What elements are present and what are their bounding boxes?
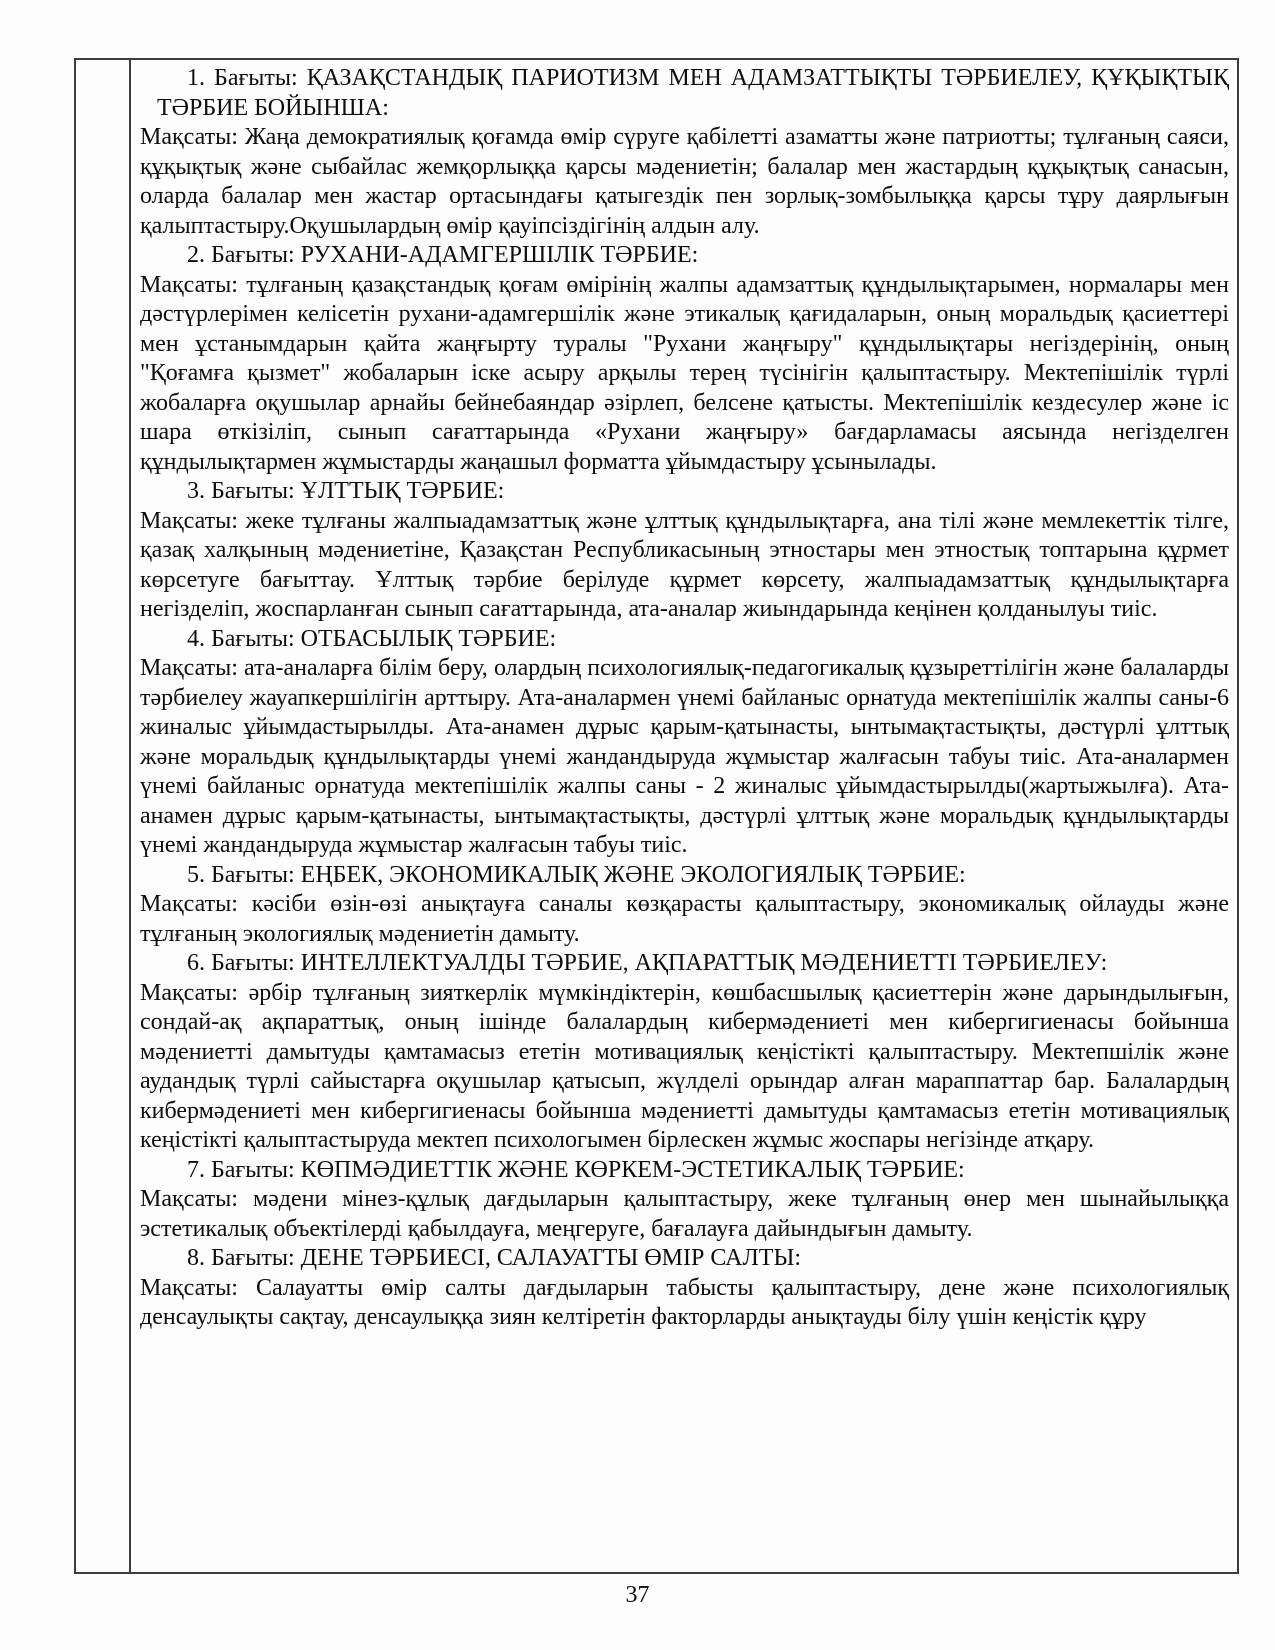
row-number-cell [76, 60, 131, 1572]
section-3-heading: 3. Бағыты: ҰЛТТЫҚ ТӘРБИЕ: [187, 478, 505, 504]
section-7 [140, 1156, 1229, 1245]
section-8 [140, 1244, 1229, 1333]
section-5-body: Мақсаты: кәсіби өзін-өзі анықтауға саналы көзқарасты қалыптастыру, экономикалық ойлауды және тұлғаның экологиялық мәдениетін дамыту. [140, 891, 1229, 947]
section-6-body: Мақсаты: әрбір тұлғаның зияткерлік мүмкіндіктерін, көшбасшылық қасиеттерін және дарындылығын, сондай-ақ ақпараттық, оның ішінде балалардың кибермәдениеті мен кибергигиенасы бойынша мәдениетті дамытуды қамтамасыз ететін мотивациялық кеңістікті қалыптастыру. Мектепшілік және аудандық түрлі сайыстарға оқушылар қатысып, жүлделі орындар алған мараппаттар бар. Балалардың кибермәдениеті мен кибергигиенасы бойынша мәдениетті дамытуды қамтамасыз ететін мотивациялық кеңістікті қалыптастыруда мектеп психологымен бірлескен жұмыс жоспары негізінде атқару. [140, 979, 1229, 1153]
section-8-body: Мақсаты: Салауатты өмір салты дағдыларын табысты қалыптастыру, дене және психологиялық денсаулықты сақтау, денсаулыққа зиян келтіретін факторларды анықтауды білу үшін кеңістік құру [140, 1274, 1229, 1330]
section-4-body: Мақсаты: ата-аналарға білім беру, олардың психологиялық-педагогикалық құзыреттілігін және балаларды тәрбиелеу жауапкершілігін арттыру. Ата-аналармен үнемі байланыс орнатуда мектепішілік жалпы саны-6 жиналыс ұйымдастырылды. Ата-анамен дұрыс қарым-қатынасты, ынтымақтастықты, дәстүрлі ұлттық және моральдық құндылықтарды үнемі жандандыруда жұмыстар жалғасын табуы тиіс. Ата-аналармен үнемі байланыс орнатуда мектепішілік жалпы саны - 2 жиналыс ұйымдастырылды(жартыжылға). Ата-анамен дұрыс қарым-қатынасты, ынтымақтастықты, дәстүрлі ұлттық және моральдық құндылықтарды үнемі жандандыруда жұмыстар жалғасын табуы тиіс. [140, 655, 1229, 858]
page-number: 37 [625, 1582, 650, 1608]
section-8-heading: 8. Бағыты: ДЕНЕ ТӘРБИЕСІ, САЛАУАТТЫ ӨМІР САЛТЫ: [187, 1245, 802, 1271]
section-4-heading: 4. Бағыты: ОТБАСЫЛЫҚ ТӘРБИЕ: [187, 625, 557, 652]
content-cell [131, 60, 1237, 1572]
section-3-body: Мақсаты: жеке тұлғаны жалпыадамзаттық және ұлттық құндылықтарға, ана тілі және мемлекеттік тілге, қазақ халқының мәдениетіне, Қазақстан Республикасының этностары мен этностық топтарына құрмет көрсетуге бағыттау. Ұлттық тәрбие берілуде құрмет көрсету, жалпыадамзаттық құндылықтарға негізделіп, жоспарланған сынып сағаттарында, ата-аналар жиындарында кеңінен қолданылуы тиіс. [140, 507, 1229, 622]
section-7-heading: 7. Бағыты: КӨПМӘДИЕТТІК ЖӘНЕ КӨРКЕМ-ЭСТЕТИКАЛЫҚ ТӘРБИЕ: [187, 1156, 965, 1183]
section-5-heading: 5. Бағыты: ЕҢБЕК, ЭКОНОМИКАЛЫҚ ЖӘНЕ ЭКОЛОГИЯЛЫҚ ТӘРБИЕ: [187, 861, 966, 888]
section-2-heading: 2. Бағыты: РУХАНИ-АДАМГЕРШІЛІК ТӘРБИЕ: [187, 242, 699, 268]
section-3 [140, 477, 1229, 625]
section-1-body: Мақсаты: Жаңа демократиялық қоғамда өмір сүруге қабілетті азаматты және патриотты; тұлғаның саяси, құқықтық және сыбайлас жемқорлыққа қарсы мәдениетін; балалар мен жастардың құқықтық санасын, оларда балалар мен жастар ортасындағы қатыгездік пен зорлық-зомбылыққа қарсы тұру даярлығын қалыптастыру.Оқушылардың өмір қауіпсіздігінің алдын алу. [140, 124, 1229, 239]
section-4 [140, 625, 1229, 861]
doc-table [74, 58, 1239, 1574]
section-7-body: Мақсаты: мәдени мінез-құлық дағдыларын қалыптастыру, жеке тұлғаның өнер мен шынайылыққа эстетикалық объектілерді қабылдауға, меңгеруге, бағалауға дайындығын дамыту. [140, 1186, 1229, 1242]
section-5 [140, 861, 1229, 950]
section-6 [140, 949, 1229, 1156]
section-1-heading: 1. Бағыты: ҚАЗАҚСТАНДЫҚ ПАРИОТИЗМ МЕН АДАМЗАТТЫҚТЫ ТӘРБИЕЛЕУ, ҚҰҚЫҚТЫҚ ТӘРБИЕ БОЙЫНША: [157, 65, 1229, 121]
section-2-body: Мақсаты: тұлғаның қазақстандық қоғам өмірінің жалпы адамзаттық құндылықтарымен, нормалары мен дәстүрлерімен келісетін рухани-адамгершілік және этикалық қағидаларын, оның моральдық қасиеттері мен ұстанымдарын қайта жаңғырту туралы "Рухани жаңғыру" құндылықтары негіздерінің, оның "Қоғамға қызмет" жобаларын іске асыру арқылы терең түсінігін қалыптастыру. Мектепішілік түрлі жобаларға оқушылар арнайы бейнебаяндар әзірлеп, белсене қатысты. Мектепішілік кездесулер және іс шара өткізіліп, сынып сағаттарында «Рухани жаңғыру» бағдарламасы аясында негізделген құндылықтармен жұмыстарды жаңашыл форматта ұйымдастыру ұсынылады. [140, 271, 1229, 475]
section-6-heading: 6. Бағыты: ИНТЕЛЛЕКТУАЛДЫ ТӘРБИЕ, АҚПАРАТТЫҚ МӘДЕНИЕТТІ ТӘРБИЕЛЕУ: [187, 950, 1108, 976]
section-1 [140, 64, 1229, 241]
section-2 [140, 241, 1229, 477]
